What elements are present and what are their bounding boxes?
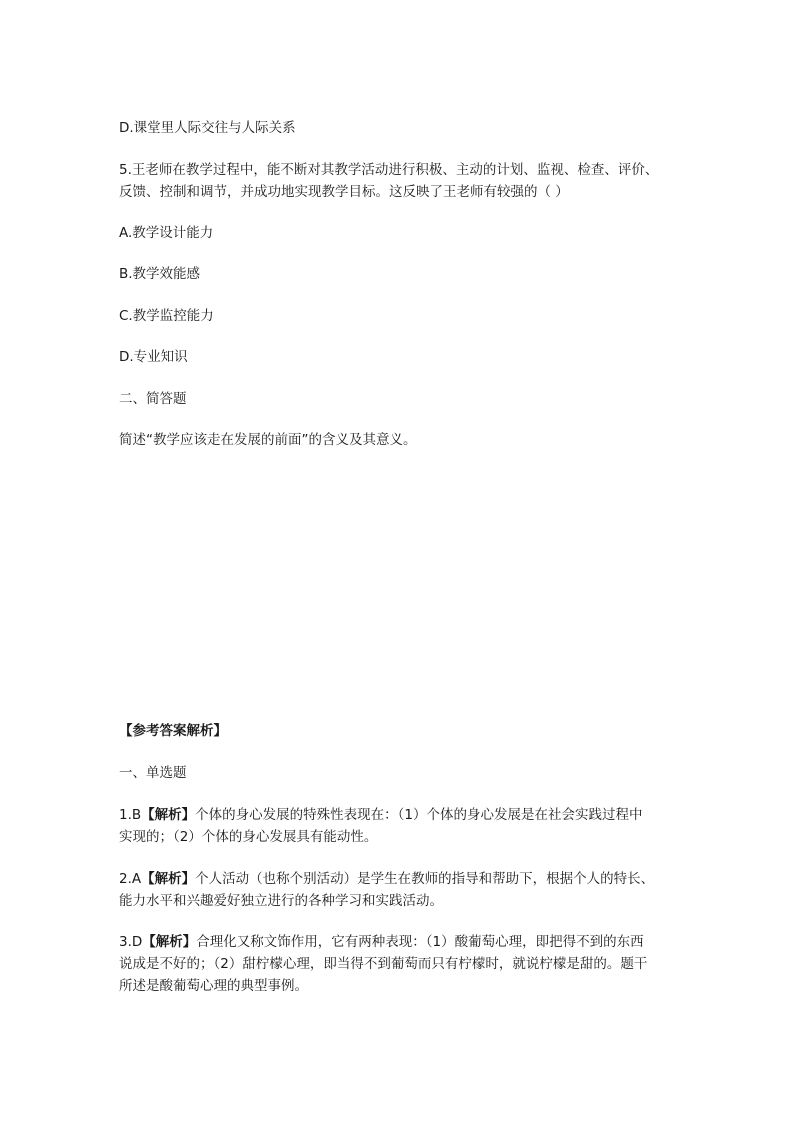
answer-2-label: 2.A — [119, 871, 142, 887]
answer-1-tag: 【解析】 — [141, 807, 196, 823]
q5-option-d: D.专业知识 — [119, 349, 188, 365]
answer-2-line-1 — [119, 868, 679, 890]
short-answer-prompt: 简述“教学应该走在发展的前面”的含义及其意义。 — [119, 432, 417, 448]
answer-3-line-1 — [119, 931, 679, 953]
q5-stem-line-2: 反馈、控制和调节，并成功地实现教学目标。这反映了王老师有较强的（ ） — [119, 184, 569, 200]
answers-title: 【参考答案解析】 — [119, 723, 227, 739]
q5-option-c: C.教学监控能力 — [119, 308, 214, 324]
answer-3-line-3: 所述是酸葡萄心理的典型事例。 — [119, 978, 308, 994]
short-answer-heading: 二、简答题 — [119, 391, 187, 407]
answer-1-line-2: 实现的；（2）个体的身心发展具有能动性。 — [119, 829, 378, 845]
answer-3-tag: 【解析】 — [142, 934, 197, 950]
q5-stem-line-1: 5.王老师在教学过程中，能不断对其教学活动进行积极、主动的计划、监视、检查、评价、 — [119, 162, 659, 178]
answer-1-line-1 — [119, 804, 679, 826]
answer-2-tag: 【解析】 — [141, 871, 196, 887]
answer-3-line-2: 说成是不好的；（2）甜柠檬心理，即当得不到葡萄而只有柠檬时，就说柠檬是甜的。题干 — [119, 956, 648, 972]
answer-3-text-1: 合理化又称文饰作用，它有两种表现：（1）酸葡萄心理，即把得不到的东西 — [196, 934, 644, 950]
answer-2-text-1: 个人活动（也称个别活动）是学生在教师的指导和帮助下，根据个人的特长、 — [195, 871, 655, 887]
q5-option-a: A.教学设计能力 — [119, 225, 214, 241]
answer-1-text-1: 个体的身心发展的特殊性表现在：（1）个体的身心发展是在社会实践过程中 — [195, 807, 643, 823]
q5-option-b: B.教学效能感 — [119, 266, 201, 282]
answer-2-line-2: 能力水平和兴趣爱好独立进行的各种学习和实践活动。 — [119, 893, 443, 909]
answer-3-label: 3.D — [119, 934, 143, 950]
q4-option-d: D.课堂里人际交往与人际关系 — [119, 120, 296, 136]
answer-1-label: 1.B — [119, 807, 142, 823]
answers-section-heading: 一、单选题 — [119, 765, 187, 781]
